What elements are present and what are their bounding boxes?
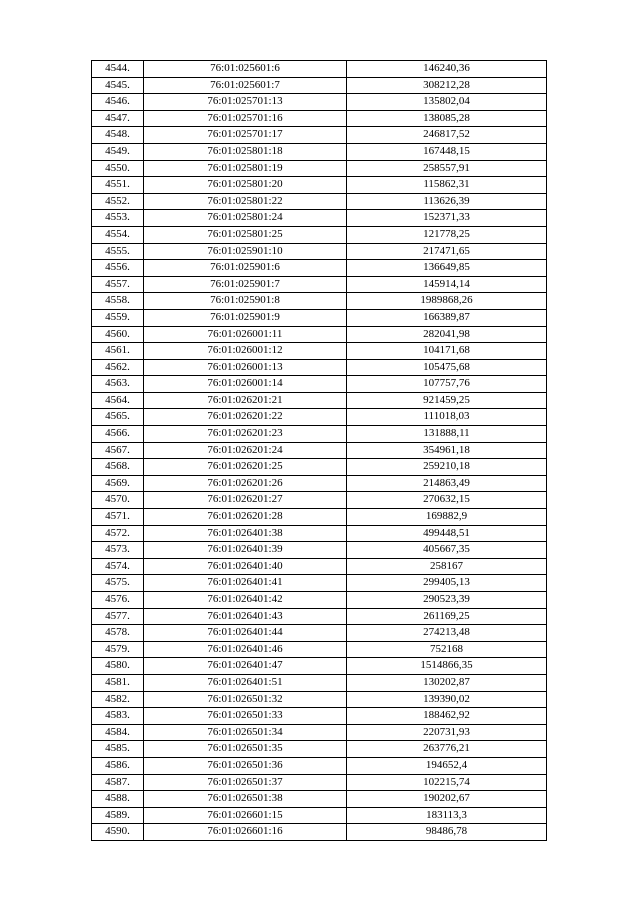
row-number-cell: 4568. [92,459,144,476]
cadastral-value-cell: 115862,31 [347,177,547,194]
cadastral-value-cell: 261169,25 [347,608,547,625]
cadastral-number-cell: 76:01:025801:18 [144,143,347,160]
table-row [92,110,547,127]
cadastral-number-cell: 76:01:025801:20 [144,177,347,194]
row-number-cell: 4578. [92,625,144,642]
cadastral-number-cell: 76:01:026601:16 [144,824,347,841]
row-number-cell: 4566. [92,426,144,443]
row-number-cell: 4586. [92,757,144,774]
cadastral-value-cell: 136649,85 [347,260,547,277]
cadastral-number-cell: 76:01:026201:27 [144,492,347,509]
cadastral-value-cell: 258167 [347,558,547,575]
table-row [92,276,547,293]
cadastral-value-cell: 214863,49 [347,475,547,492]
row-number-cell: 4551. [92,177,144,194]
row-number-cell: 4570. [92,492,144,509]
table-row [92,774,547,791]
row-number-cell: 4589. [92,807,144,824]
cadastral-value-cell: 139390,02 [347,691,547,708]
row-number-cell: 4552. [92,193,144,210]
cadastral-number-cell: 76:01:026201:26 [144,475,347,492]
cadastral-number-cell: 76:01:025701:16 [144,110,347,127]
cadastral-value-cell: 499448,51 [347,525,547,542]
cadastral-value-cell: 308212,28 [347,77,547,94]
cadastral-value-cell: 1514866,35 [347,658,547,675]
table-row [92,61,547,78]
table-row [92,641,547,658]
row-number-cell: 4549. [92,143,144,160]
cadastral-number-cell: 76:01:025901:8 [144,293,347,310]
cadastral-number-cell: 76:01:026401:39 [144,542,347,559]
cadastral-number-cell: 76:01:026401:40 [144,558,347,575]
cadastral-number-cell: 76:01:025801:24 [144,210,347,227]
table-row [92,459,547,476]
table-row [92,824,547,841]
table-row [92,193,547,210]
table-row [92,160,547,177]
cadastral-number-cell: 76:01:025601:6 [144,61,347,78]
table-row [92,807,547,824]
table-row [92,741,547,758]
row-number-cell: 4569. [92,475,144,492]
table-row [92,525,547,542]
row-number-cell: 4588. [92,791,144,808]
cadastral-value-cell: 138085,28 [347,110,547,127]
cadastral-number-cell: 76:01:025901:10 [144,243,347,260]
cadastral-value-cell: 146240,36 [347,61,547,78]
cadastral-value-cell: 121778,25 [347,226,547,243]
table-row [92,376,547,393]
cadastral-number-cell: 76:01:026201:28 [144,509,347,526]
row-number-cell: 4572. [92,525,144,542]
table-row [92,757,547,774]
row-number-cell: 4565. [92,409,144,426]
table-row [92,475,547,492]
cadastral-value-cell: 131888,11 [347,426,547,443]
cadastral-number-cell: 76:01:026401:47 [144,658,347,675]
row-number-cell: 4546. [92,94,144,111]
cadastral-number-cell: 76:01:026501:37 [144,774,347,791]
row-number-cell: 4562. [92,359,144,376]
row-number-cell: 4581. [92,674,144,691]
cadastral-number-cell: 76:01:026001:14 [144,376,347,393]
cadastral-number-cell: 76:01:025801:19 [144,160,347,177]
row-number-cell: 4580. [92,658,144,675]
cadastral-value-cell: 220731,93 [347,724,547,741]
table-row [92,608,547,625]
cadastral-value-cell: 290523,39 [347,592,547,609]
table-row [92,674,547,691]
row-number-cell: 4571. [92,509,144,526]
cadastral-number-cell: 76:01:026401:42 [144,592,347,609]
row-number-cell: 4550. [92,160,144,177]
cadastral-value-cell: 1989868,26 [347,293,547,310]
cadastral-number-cell: 76:01:026201:21 [144,392,347,409]
cadastral-number-cell: 76:01:026401:38 [144,525,347,542]
row-number-cell: 4547. [92,110,144,127]
cadastral-number-cell: 76:01:026401:41 [144,575,347,592]
table-row [92,226,547,243]
cadastral-value-cell: 258557,91 [347,160,547,177]
cadastral-number-cell: 76:01:025801:22 [144,193,347,210]
table-row [92,293,547,310]
cadastral-number-cell: 76:01:026401:51 [144,674,347,691]
cadastral-number-cell: 76:01:025601:7 [144,77,347,94]
row-number-cell: 4558. [92,293,144,310]
row-number-cell: 4585. [92,741,144,758]
cadastral-value-cell: 167448,15 [347,143,547,160]
table-row [92,492,547,509]
cadastral-value-cell: 130202,87 [347,674,547,691]
cadastral-value-cell: 405667,35 [347,542,547,559]
table-row [92,426,547,443]
cadastral-value-cell: 217471,65 [347,243,547,260]
row-number-cell: 4556. [92,260,144,277]
cadastral-number-cell: 76:01:026001:12 [144,343,347,360]
cadastral-number-cell: 76:01:026501:32 [144,691,347,708]
cadastral-value-cell: 282041,98 [347,326,547,343]
cadastral-value-cell: 166389,87 [347,309,547,326]
table-row [92,658,547,675]
table-row [92,177,547,194]
row-number-cell: 4576. [92,592,144,609]
cadastral-number-cell: 76:01:026501:35 [144,741,347,758]
cadastral-value-cell: 921459,25 [347,392,547,409]
cadastral-value-cell: 152371,33 [347,210,547,227]
cadastral-value-cell: 98486,78 [347,824,547,841]
cadastral-number-cell: 76:01:025701:13 [144,94,347,111]
cadastral-value-cell: 274213,48 [347,625,547,642]
cadastral-number-cell: 76:01:026401:44 [144,625,347,642]
row-number-cell: 4548. [92,127,144,144]
cadastral-value-cell: 135802,04 [347,94,547,111]
cadastral-value-cell: 354961,18 [347,442,547,459]
table-row [92,127,547,144]
row-number-cell: 4574. [92,558,144,575]
cadastral-number-cell: 76:01:026601:15 [144,807,347,824]
table-row [92,442,547,459]
cadastral-number-cell: 76:01:026201:22 [144,409,347,426]
row-number-cell: 4579. [92,641,144,658]
table-row [92,592,547,609]
row-number-cell: 4587. [92,774,144,791]
cadastral-value-cell: 188462,92 [347,708,547,725]
row-number-cell: 4561. [92,343,144,360]
row-number-cell: 4563. [92,376,144,393]
row-number-cell: 4590. [92,824,144,841]
cadastral-number-cell: 76:01:025801:25 [144,226,347,243]
table-row [92,260,547,277]
cadastral-value-cell: 194652,4 [347,757,547,774]
cadastral-number-cell: 76:01:025901:7 [144,276,347,293]
row-number-cell: 4560. [92,326,144,343]
cadastral-number-cell: 76:01:025901:9 [144,309,347,326]
cadastral-number-cell: 76:01:026501:33 [144,708,347,725]
table-row [92,708,547,725]
cadastral-value-cell: 270632,15 [347,492,547,509]
cadastral-value-cell: 107757,76 [347,376,547,393]
cadastral-number-cell: 76:01:026001:11 [144,326,347,343]
row-number-cell: 4567. [92,442,144,459]
cadastral-value-cell: 183113,3 [347,807,547,824]
table-row [92,724,547,741]
table-body [92,61,547,841]
cadastral-value-cell: 259210,18 [347,459,547,476]
cadastral-number-cell: 76:01:026501:34 [144,724,347,741]
row-number-cell: 4559. [92,309,144,326]
cadastral-number-cell: 76:01:026401:46 [144,641,347,658]
table-row [92,791,547,808]
cadastral-value-table [91,60,547,841]
table-row [92,691,547,708]
table-row [92,143,547,160]
table-row [92,359,547,376]
row-number-cell: 4583. [92,708,144,725]
row-number-cell: 4545. [92,77,144,94]
cadastral-number-cell: 76:01:026401:43 [144,608,347,625]
row-number-cell: 4557. [92,276,144,293]
table-row [92,309,547,326]
row-number-cell: 4544. [92,61,144,78]
cadastral-value-cell: 111018,03 [347,409,547,426]
cadastral-value-cell: 299405,13 [347,575,547,592]
row-number-cell: 4564. [92,392,144,409]
cadastral-number-cell: 76:01:026201:25 [144,459,347,476]
table-row [92,343,547,360]
row-number-cell: 4582. [92,691,144,708]
table-row [92,558,547,575]
row-number-cell: 4555. [92,243,144,260]
cadastral-number-cell: 76:01:026001:13 [144,359,347,376]
cadastral-value-cell: 104171,68 [347,343,547,360]
table-row [92,94,547,111]
row-number-cell: 4553. [92,210,144,227]
table-row [92,392,547,409]
table-row [92,625,547,642]
cadastral-value-cell: 169882,9 [347,509,547,526]
cadastral-number-cell: 76:01:026201:24 [144,442,347,459]
row-number-cell: 4577. [92,608,144,625]
cadastral-number-cell: 76:01:026501:38 [144,791,347,808]
row-number-cell: 4573. [92,542,144,559]
row-number-cell: 4584. [92,724,144,741]
cadastral-value-cell: 113626,39 [347,193,547,210]
cadastral-number-cell: 76:01:025901:6 [144,260,347,277]
table-row [92,210,547,227]
table-row [92,542,547,559]
table-row [92,243,547,260]
cadastral-value-cell: 145914,14 [347,276,547,293]
document-page [91,60,543,841]
cadastral-number-cell: 76:01:025701:17 [144,127,347,144]
table-row [92,326,547,343]
row-number-cell: 4554. [92,226,144,243]
cadastral-value-cell: 752168 [347,641,547,658]
cadastral-value-cell: 246817,52 [347,127,547,144]
table-row [92,409,547,426]
table-row [92,77,547,94]
cadastral-number-cell: 76:01:026501:36 [144,757,347,774]
row-number-cell: 4575. [92,575,144,592]
table-row [92,509,547,526]
cadastral-value-cell: 190202,67 [347,791,547,808]
table-row [92,575,547,592]
cadastral-number-cell: 76:01:026201:23 [144,426,347,443]
cadastral-value-cell: 102215,74 [347,774,547,791]
cadastral-value-cell: 263776,21 [347,741,547,758]
cadastral-value-cell: 105475,68 [347,359,547,376]
